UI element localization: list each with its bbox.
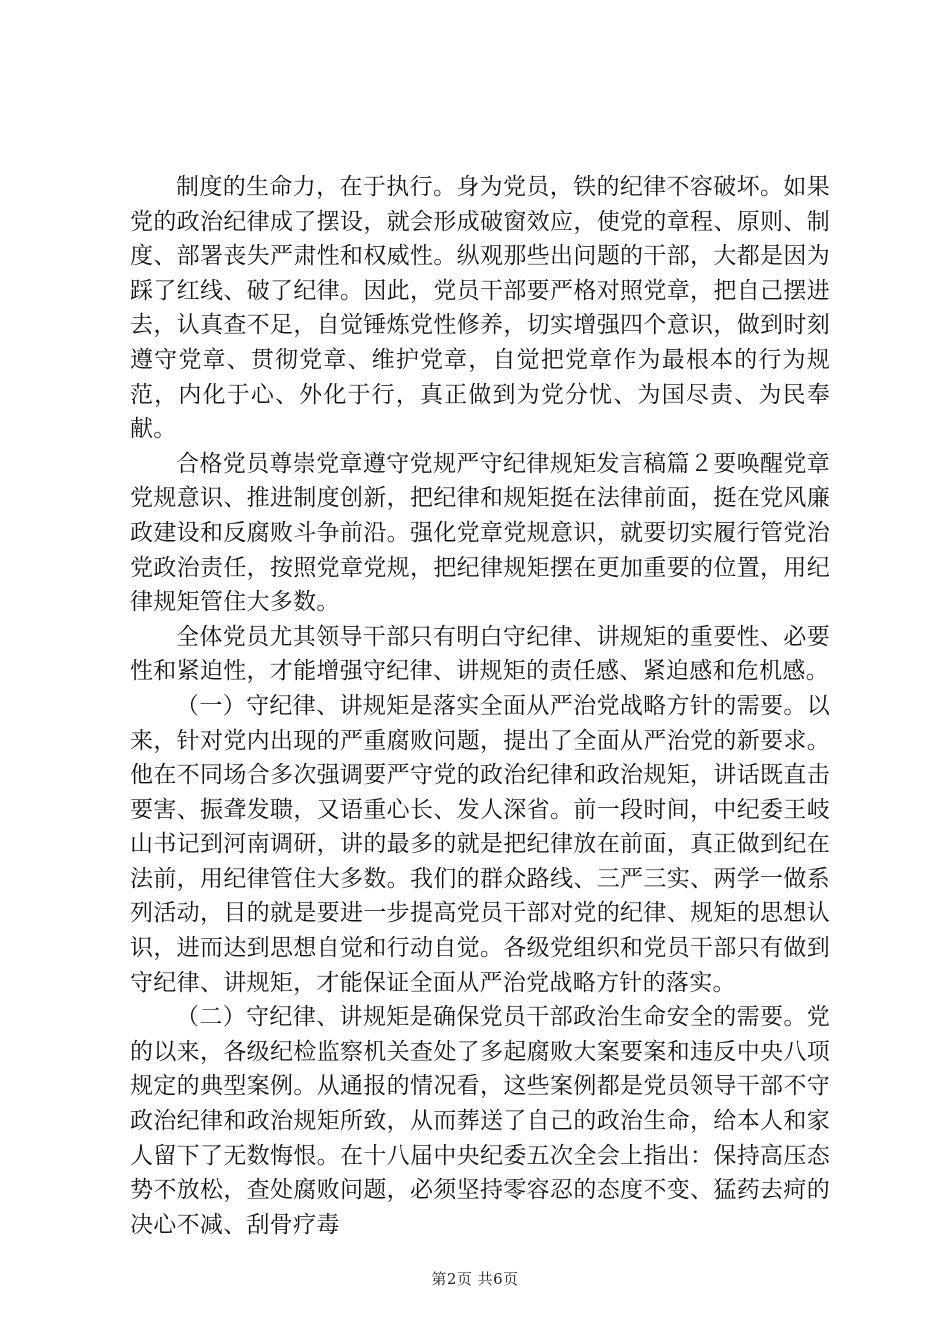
paragraph-3: 全体党员尤其领导干部只有明白守纪律、讲规矩的重要性、必要性和紧迫性，才能增强守纪律、讲规矩的责任感、紧迫感和危机感。	[130, 623, 830, 685]
paragraph-4: （一）守纪律、讲规矩是落实全面从严治党战略方针的需要。以来，针对党内出现的严重腐败问题，提出了全面从严治党的新要求。他在不同场合多次强调要严守党的政治纪律和政治规矩，讲话既直击要害、振聋发聩，又语重心长、发人深省。前一段时间，中纪委王岐山书记到河南调研，讲的最多的就是把纪律放在前面，真正做到纪在法前，用纪律管住大多数。我们的群众路线、三严三实、两学一做系列活动，目的就是要进一步提高党员干部对党的纪律、规矩的思想认识，进而达到思想自觉和行动自觉。各级党组织和党员干部只有做到守纪律、讲规矩，才能保证全面从严治党战略方针的落实。	[130, 692, 830, 996]
body-text	[130, 170, 830, 1242]
page-footer: 第2页 共6页	[431, 1270, 519, 1288]
paragraph-5: （二）守纪律、讲规矩是确保党员干部政治生命安全的需要。党的以来，各级纪检监察机关查处了多起腐败大案要案和违反中央八项规定的典型案例。从通报的情况看，这些案例都是党员领导干部不守政治纪律和政治规矩所致，从而葬送了自己的政治生命，给本人和家人留下了无数悔恨。在十八届中央纪委五次全会上指出：保持高压态势不放松，查处腐败问题，必须坚持零容忍的态度不变、猛药去疴的决心不减、刮骨疗毒	[130, 1004, 830, 1238]
paragraph-2: 合格党员尊崇党章遵守党规严守纪律规矩发言稿篇２要唤醒党章党规意识、推进制度创新，把纪律和规矩挺在法律前面，挺在党风廉政建设和反腐败斗争前沿。强化党章党规意识，就要切实履行管党治党政治责任，按照党章党规，把纪律规矩摆在更加重要的位置，用纪律规矩管住大多数。	[130, 450, 830, 616]
paragraph-1: 制度的生命力，在于执行。身为党员，铁的纪律不容破坏。如果党的政治纪律成了摆设，就会形成破窗效应，使党的章程、原则、制度、部署丧失严肃性和权威性。纵观那些出问题的干部，大都是因为踩了红线、破了纪律。因此，党员干部要严格对照党章，把自己摆进去，认真查不足，自觉锤炼党性修养，切实增强四个意识，做到时刻遵守党章、贯彻党章、维护党章，自觉把党章作为最根本的行为规范，内化于心、外化于行，真正做到为党分忧、为国尽责、为民奉献。	[130, 174, 830, 443]
